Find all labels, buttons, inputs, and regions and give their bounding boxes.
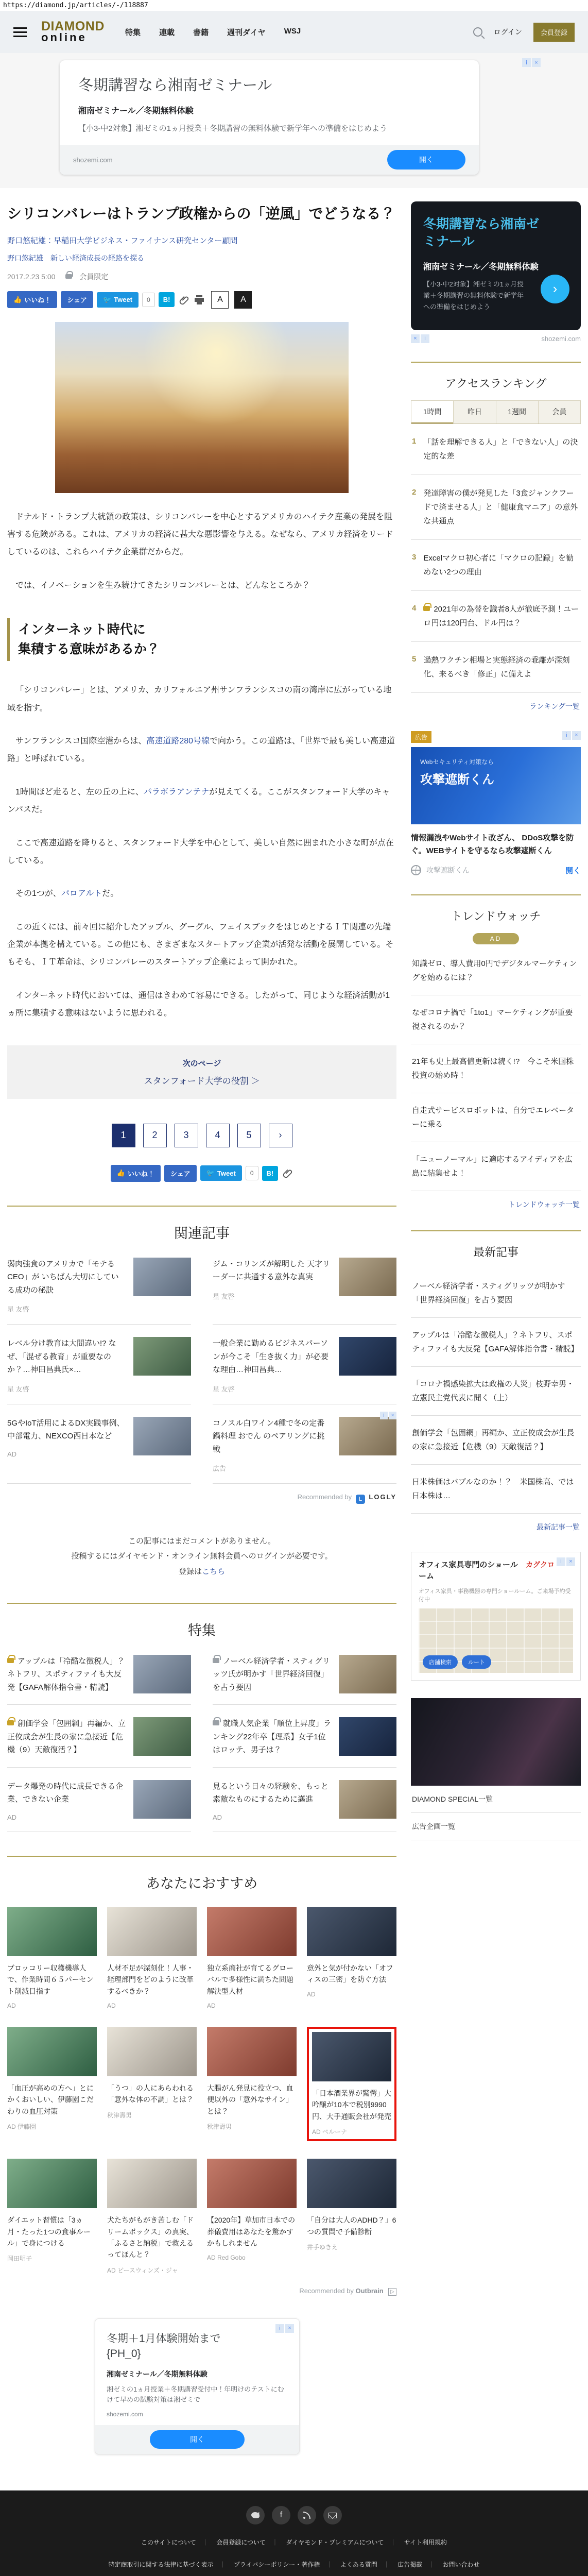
- recommended-article-thumbnail[interactable]: [7, 2159, 97, 2208]
- recommended-article-source: 井手ゆきえ: [307, 2244, 338, 2251]
- twitter-icon: 🐦: [102, 295, 112, 303]
- ranking-number: 1: [412, 436, 417, 446]
- ad-choice-icons[interactable]: [275, 2324, 294, 2333]
- related-article-title[interactable]: 5GやIoT活用によるDX実践事例、中部電力、NEXCO西日本など: [7, 1418, 125, 1441]
- recommended-article-source: 秋津壽男: [107, 2111, 132, 2119]
- related-article-item[interactable]: [213, 1404, 396, 1484]
- recommended-article-card[interactable]: [7, 1907, 97, 2009]
- ad-domain: shozemi.com: [541, 334, 581, 343]
- related-article-item[interactable]: [7, 1404, 191, 1484]
- nav-item[interactable]: 連載: [159, 28, 175, 37]
- pagination-button[interactable]: 5: [237, 1124, 261, 1147]
- article-paragraph: 1時間ほど走ると、左の丘の上に、パラボラアンテナが見えてくる。ここがスタンフォード大学のキャンパスだ。: [7, 787, 390, 815]
- feature-article-thumbnail[interactable]: [339, 1655, 396, 1693]
- ad-arrow-button[interactable]: ›: [541, 275, 569, 303]
- tweet-count: 0: [142, 293, 155, 307]
- footer-link[interactable]: 特定商取引に関する法律に基づく表示 ｜: [109, 2561, 232, 2568]
- article-paragraph: その1つが、パロアルトだ。: [15, 889, 119, 899]
- recommended-article-card[interactable]: [307, 1907, 396, 2009]
- fontsize-large-button[interactable]: A: [234, 291, 252, 309]
- recommended-article-thumbnail[interactable]: [107, 2159, 197, 2208]
- ad-close-icon[interactable]: ×: [572, 731, 581, 740]
- recommended-article-thumbnail[interactable]: [7, 2027, 97, 2076]
- pagination-button[interactable]: 1: [112, 1124, 135, 1147]
- ranking-tab[interactable]: 1週間: [496, 401, 538, 423]
- sidebar-article-item[interactable]: 日米株価はバブルなのか！？ 米国株高、では日本株は…: [411, 1465, 581, 1514]
- ad-caption[interactable]: 情報漏洩やWebサイト改ざん、 DDoS攻撃を防ぐ。WEBサイトを守るなら攻撃遮断くん: [411, 833, 574, 856]
- ranking-number: 4: [412, 603, 417, 613]
- related-articles-section: [7, 1206, 396, 1507]
- recommended-article-thumbnail[interactable]: [207, 2027, 297, 2076]
- article-hero-image: [55, 322, 349, 493]
- hatena-bookmark-button[interactable]: B!: [262, 1166, 279, 1181]
- search-icon[interactable]: [473, 27, 482, 37]
- diamond-special-ad-image[interactable]: [411, 1698, 581, 1786]
- sidebar-ad3[interactable]: [411, 1552, 581, 1681]
- related-article-thumbnail[interactable]: [133, 1337, 191, 1376]
- feature-article-item[interactable]: [7, 1768, 191, 1832]
- ranking-tabs: [411, 400, 581, 424]
- ad-title[interactable]: オフィス家具専門のショールーム: [419, 1560, 518, 1581]
- trend-watch-section: [411, 894, 581, 1212]
- recommended-article-thumbnail[interactable]: [207, 1907, 297, 1956]
- latest-articles-list: [411, 1269, 581, 1514]
- recommended-article-source: 岡田明子: [7, 2255, 32, 2263]
- article-series-link[interactable]: 野口悠紀雄 新しい経済成長の経路を探る: [7, 253, 144, 262]
- ad-label: AD: [213, 1813, 222, 1821]
- menu-icon[interactable]: [13, 25, 27, 40]
- recommended-article-title[interactable]: 【2020年】草加市日本での葬儀費用はあなたを驚かすかもしれません: [207, 2216, 296, 2247]
- ad-label: AD: [7, 1450, 17, 1458]
- related-article-title[interactable]: ジム・コリンズが解明した 天才リーダーに共通する意外な真実: [213, 1259, 331, 1282]
- article-paragraph: ドナルド・トランプ大統領の政策は、シリコンバレーを中心とするアメリカのハイテク産業の発展を阻害する危険がある。これは、アメリカの経済に甚大な悪影響を与える。なぜなら、アメリカ経済をリードしているのは、これらハイテク企業群だからだ。: [7, 512, 393, 557]
- related-article-item[interactable]: [7, 1325, 191, 1404]
- ad-pill-badge: AD: [473, 933, 519, 944]
- related-article-item[interactable]: [213, 1325, 396, 1404]
- ad-subtitle: 湘南ゼミナール／冬期無料体験: [107, 2369, 207, 2378]
- sidebar-ad2[interactable]: [411, 731, 581, 876]
- pagination-button[interactable]: 3: [175, 1124, 198, 1147]
- recommended-article-card[interactable]: [107, 1907, 197, 2009]
- related-article-author: 星 友啓: [213, 1292, 235, 1300]
- ranking-item[interactable]: [411, 540, 581, 591]
- related-article-thumbnail[interactable]: [339, 1258, 396, 1296]
- store-search-button[interactable]: 店舗検索: [423, 1655, 458, 1669]
- site-header: [0, 11, 588, 53]
- main-nav: [125, 27, 301, 38]
- recommended-article-source: AD: [307, 1990, 316, 1998]
- feature-article-thumbnail[interactable]: [133, 1780, 191, 1819]
- recommended-article-source: AD: [107, 2002, 116, 2010]
- register-here-link[interactable]: こちら: [202, 1567, 226, 1576]
- copy-link-icon[interactable]: [178, 294, 189, 306]
- ranking-number: 5: [412, 654, 417, 664]
- recommended-article-title[interactable]: 犬たちがもがき苦しむ「ドリームボックス」の真実、「ふるさと納税」で救えるってほんと？: [107, 2216, 194, 2259]
- footer-link[interactable]: ダイヤモンド・プレミアムについて ｜: [286, 2539, 402, 2546]
- member-lock-icon: [7, 1658, 14, 1663]
- recommended-article-title[interactable]: ブロッコリー収穫機導入で、作業時間６５パーセント削減目指す: [7, 1963, 94, 1995]
- nav-item[interactable]: 特集: [125, 28, 141, 37]
- recommended-article-card[interactable]: [107, 2027, 197, 2141]
- nav-item[interactable]: 書籍: [193, 28, 209, 37]
- footer-link[interactable]: プライバシーポリシー・著作権 ｜: [234, 2561, 338, 2568]
- ad-title[interactable]: 冬期講習なら湘南ゼ ミナール: [423, 217, 540, 249]
- ad-info-icon[interactable]: i: [380, 1412, 388, 1419]
- twitter-icon: 🐦: [206, 1169, 215, 1177]
- feature-article-thumbnail[interactable]: [339, 1780, 396, 1819]
- ad-map-image[interactable]: [419, 1608, 573, 1673]
- related-articles-grid: [7, 1245, 396, 1484]
- outbrain-adchoice-icon[interactable]: ▷: [388, 2288, 396, 2296]
- article-paragraph: サンフランシスコ国際空港からは、高速道路280号線で向かう。この道路は、「世界で最も美しい高速道路」と呼ばれている。: [7, 736, 395, 764]
- access-ranking-heading: アクセスランキング: [445, 377, 547, 390]
- related-article-author: 星 友啓: [7, 1385, 29, 1393]
- facebook-icon[interactable]: f: [272, 2506, 290, 2524]
- recommended-article-source: AD ベルーナ: [312, 2128, 348, 2136]
- related-article-title[interactable]: 一般企業に勤めるビジネスパーソンが今こそ「生き抜く力」が必要な理由…神田昌典…: [213, 1339, 329, 1375]
- pagination: [7, 1124, 396, 1147]
- article-section-heading: インターネット時代に 集積する意味があるか？: [7, 618, 396, 661]
- sidebar-article-item[interactable]: なぜコロナ禍で「1to1」マーケティングが重要視されるのか？: [411, 995, 581, 1044]
- ad-plan-list-link[interactable]: 広告企画一覧: [411, 1813, 581, 1840]
- ad-close-icon[interactable]: ×: [285, 2324, 294, 2333]
- recommended-article-thumbnail[interactable]: [307, 1907, 396, 1956]
- sidebar-article-item[interactable]: 創価学会「包囲網」再編か、立正佼成会が生長の家に急接近【危機（9）天敵復活？】: [411, 1416, 581, 1465]
- copy-link-icon[interactable]: [282, 1167, 293, 1179]
- ad-description: 【小3-中2対象】湘ゼミの1ヵ月授業＋冬期講習の無料体験で新学年への準備をはじめよう: [78, 124, 388, 133]
- member-lock-icon: [7, 1720, 14, 1725]
- chevron-right-icon: ＞: [251, 1076, 260, 1086]
- feature-article-title[interactable]: データ爆発の時代に成長できる企業、できない企業: [7, 1782, 124, 1804]
- article-inline-link[interactable]: 高速道路280号線: [146, 736, 210, 745]
- feature-grid: [7, 1642, 396, 1832]
- rss-icon[interactable]: [298, 2506, 316, 2524]
- nav-item[interactable]: 週刊ダイヤ: [227, 28, 266, 37]
- recommended-article-card[interactable]: [307, 2027, 396, 2141]
- article-body-2: [7, 682, 396, 1022]
- ad-title[interactable]: 冬期講習なら湘南ゼミナール: [78, 77, 272, 94]
- ad-domain: shozemi.com: [73, 156, 113, 164]
- ranking-item[interactable]: [411, 475, 581, 540]
- recommended-article-thumbnail[interactable]: [7, 1907, 97, 1956]
- mail-icon[interactable]: [323, 2506, 342, 2524]
- logo-diamond: DIAMOND: [41, 19, 105, 33]
- next-page-label: 次のページ: [182, 1059, 221, 1068]
- recommended-article-thumbnail[interactable]: [107, 1907, 197, 1956]
- related-article-title[interactable]: コノスル白ワイン4種で冬の定番鍋料理 おでん のペアリングに挑戦: [213, 1418, 325, 1454]
- feature-article-title[interactable]: 創価学会「包囲網」再編か、立正佼成会が生長の家に急接近【危機（9）天敵復活？】: [7, 1719, 126, 1755]
- feature-article-title[interactable]: 見るという日々の経験を、もっと素敵なものにするために邁進: [213, 1782, 329, 1804]
- recommended-article-source: AD ピースウィンズ・ジャ: [107, 2266, 178, 2274]
- article-paragraph: この近くには、前々回に紹介したアップル、グーグル、フェイスブックをはじめとするＩＴ関連の先端企業が本拠を構えている。この他にも、さまざまなスタートアップ企業が活発な活動を展開している。そもそも、ＩＴ革命は、シリコンバレーのスタートアップ企業によって開かれた。: [7, 922, 394, 967]
- recommended-article-card[interactable]: [307, 2159, 396, 2275]
- pagination-button[interactable]: 2: [143, 1124, 167, 1147]
- facebook-like-button[interactable]: 👍 いいね！: [7, 291, 57, 308]
- ad-info-icon[interactable]: i: [522, 58, 531, 67]
- ranking-number: 3: [412, 552, 417, 562]
- sidebar-article-item[interactable]: 知識ゼロ、導入費用0円でデジタルマーケティングを始めるには？: [411, 946, 581, 995]
- recommended-article-title[interactable]: 「血圧が高めの方へ」とにかくおいしい、伊藤園こだわりの血圧対策: [7, 2084, 94, 2115]
- tweet-count: 0: [246, 1166, 258, 1180]
- recommended-article-thumbnail[interactable]: [307, 2159, 396, 2208]
- sidebar-article-item[interactable]: 「コロナ禍感染拡大は政権の人災」枝野幸男・立憲民主党代表に聞く（上）: [411, 1367, 581, 1416]
- feature-article-title[interactable]: 就職人気企業「順位上昇度」ランキング22年卒【理系】女子1位はロッテ、男子は？: [213, 1719, 332, 1755]
- article-title: シリコンバレーはトランプ政権からの「逆風」でどうなる？: [7, 206, 395, 222]
- related-article-title[interactable]: 弱肉強食のアメリカで「モテるCEO」が いちばん大切にしている成功の秘訣: [7, 1259, 119, 1295]
- member-lock-icon: [423, 606, 430, 611]
- ad-description: 湘ゼミの1ヵ月授業＋冬期講習受付中！年明けのテストにむけて早めの試験対策は湘ゼミで: [107, 2385, 284, 2404]
- ad-choice-icons[interactable]: [557, 1557, 575, 1566]
- member-lock-icon: [213, 1720, 219, 1725]
- latest-articles-section: [411, 1230, 581, 1534]
- related-article-thumbnail[interactable]: [339, 1417, 396, 1455]
- related-article-item[interactable]: [7, 1245, 191, 1325]
- feature-section: [7, 1603, 396, 1832]
- ad-info-icon[interactable]: i: [562, 731, 571, 740]
- ranking-title[interactable]: 2021年の為替を識者8人が徹底予測！ユーロ円は120円台、ドル円は？: [423, 604, 579, 628]
- recommend-grid: [7, 1895, 396, 2278]
- latest-articles-more-link[interactable]: 最新記事一覧: [537, 1522, 580, 1531]
- recommended-article-card[interactable]: [7, 2159, 97, 2275]
- related-article-thumbnail[interactable]: [133, 1258, 191, 1296]
- related-article-author: 星 友啓: [7, 1306, 29, 1314]
- recommended-article-title[interactable]: 独立系商社が育てるグローバルで多様性に満ちた問題解決型人材: [207, 1963, 293, 1995]
- bottom-ad-card[interactable]: [95, 2318, 300, 2454]
- pagination-button[interactable]: ›: [269, 1124, 292, 1147]
- recommended-article-source: AD: [207, 2002, 216, 2010]
- ranking-tab[interactable]: 1時間: [411, 401, 453, 423]
- feature-article-item[interactable]: [7, 1642, 191, 1705]
- recommended-article-card[interactable]: [107, 2159, 197, 2275]
- article-paragraph: 「シリコンバレー」とは、アメリカ、カリフォルニア州サンフランシスコの南の湾岸に広がっている地域を指す。: [7, 686, 392, 713]
- recommended-article-thumbnail[interactable]: [312, 2032, 391, 2081]
- related-article-thumbnail[interactable]: [133, 1417, 191, 1455]
- related-article-item[interactable]: [213, 1245, 396, 1325]
- ranking-title[interactable]: 発達障害の僕が発見した「3食ジャンクフードで済ませる人」と「健康食マニア」の意外な共通点: [423, 488, 578, 526]
- ranking-title[interactable]: Excelマクロ初心者に「マクロの記録」を勧めない2つの理由: [423, 553, 574, 577]
- ad-close-icon[interactable]: ×: [532, 58, 541, 67]
- member-lock-icon: [65, 274, 72, 279]
- ad-label: AD: [7, 1813, 17, 1821]
- feature-article-thumbnail[interactable]: [133, 1717, 191, 1756]
- feature-article-title[interactable]: ノーベル経済学者・スティグリッツ氏が明かす「世界経済回復」を占う要因: [213, 1656, 331, 1692]
- ad-close-icon[interactable]: ×: [411, 334, 420, 343]
- recommended-article-title[interactable]: 意外と気が付かない「オフィスの三密」を防ぐ方法: [307, 1963, 393, 1984]
- recommended-article-source: AD 伊藤園: [7, 2123, 37, 2131]
- member-only-badge: 会員限定: [79, 272, 109, 281]
- recommended-article-card[interactable]: [207, 2159, 297, 2275]
- ad-subtitle: 湘南ゼミナール／冬期無料体験: [423, 262, 539, 272]
- twitter-icon[interactable]: [246, 2506, 265, 2524]
- recommended-article-source: AD: [7, 2002, 16, 2010]
- recommend-section: [7, 1856, 396, 2298]
- ranking-number: 2: [412, 487, 417, 497]
- article-paragraph: インターネット時代においては、通信はきわめて容易にできる。したがって、同じような経済活動が1ヵ所に集積する意味はないように思われる。: [7, 991, 390, 1018]
- feature-article-thumbnail[interactable]: [339, 1717, 396, 1756]
- trend-watch-list: [411, 946, 581, 1191]
- site-footer: [0, 2490, 588, 2576]
- footer-links-row1: [0, 2538, 588, 2547]
- recommended-article-thumbnail[interactable]: [207, 2159, 297, 2208]
- related-article-author: 星 友啓: [213, 1385, 235, 1393]
- related-articles-heading: 関連記事: [174, 1225, 230, 1241]
- login-link[interactable]: ログイン: [493, 28, 522, 36]
- site-logo[interactable]: [41, 21, 105, 44]
- tweet-button[interactable]: 🐦 Tweet: [200, 1165, 242, 1181]
- related-article-thumbnail[interactable]: [339, 1337, 396, 1376]
- facebook-share-button[interactable]: シェア: [61, 291, 93, 308]
- latest-articles-heading: 最新記事: [473, 1245, 518, 1259]
- article-paragraph: ここで高速道路を降りると、スタンフォード大学を中心として、美しい自然に囲まれた小さな町が点在している。: [7, 838, 394, 865]
- feature-heading: 特集: [188, 1622, 216, 1638]
- ad-title[interactable]: 冬期＋1月体験開始まで {PH_0}: [107, 2332, 221, 2360]
- ranking-item[interactable]: [411, 591, 581, 642]
- ranking-more-link[interactable]: ランキング一覧: [529, 702, 580, 710]
- ad-subtitle: 湘南ゼミナール／冬期無料体験: [78, 107, 194, 115]
- ad-badge: 広告: [411, 731, 431, 743]
- thumbs-up-icon: 👍: [13, 295, 22, 303]
- article-body-1: [7, 509, 396, 595]
- related-article-title[interactable]: レベル分け教育は大間違い!? なぜ、「混ぜる教育」が重要なのか？…神田昌典氏×…: [7, 1339, 116, 1375]
- next-page-link[interactable]: スタンフォード大学の役割 ＞: [144, 1076, 260, 1086]
- footer-links-row2: [0, 2560, 588, 2569]
- recommended-article-title[interactable]: 大腸がん発見に役立つ、血便以外の「意外なサイン」とは？: [207, 2084, 293, 2115]
- ad-open-button[interactable]: 開く: [387, 150, 465, 170]
- ad-label: 広告: [213, 1465, 227, 1473]
- recommended-article-card[interactable]: [207, 1907, 297, 2009]
- ad-brand-logo: カグクロ: [526, 1560, 555, 1569]
- ad-close-icon[interactable]: ×: [389, 1412, 396, 1419]
- pagination-button[interactable]: 4: [206, 1124, 230, 1147]
- ad-description: 【小3-中2対象】湘ゼミの1ヵ月授業＋冬期講習の無料体験で新学年への準備をはじめよう: [423, 280, 524, 311]
- print-icon[interactable]: [193, 294, 205, 306]
- ad-description: オフィス家具・事務機器の専門ショールーム。ご来場予約受付中: [419, 1588, 571, 1603]
- footer-link[interactable]: このサイトについて ｜: [141, 2539, 215, 2546]
- diamond-special-link[interactable]: DIAMOND SPECIAL一覧: [411, 1786, 581, 1813]
- feature-article-item[interactable]: [213, 1642, 396, 1705]
- thumbs-up-icon: 👍: [116, 1169, 125, 1177]
- footer-social-icons: [0, 2506, 588, 2524]
- recommended-article-source: 秋津壽男: [207, 2123, 232, 2131]
- ad-image[interactable]: Webセキュリティ対策なら 攻撃遮断くん: [411, 747, 581, 824]
- ad-close-icon[interactable]: ×: [566, 1557, 575, 1566]
- trend-watch-more-link[interactable]: トレンドウォッチ一覧: [508, 1200, 580, 1209]
- sidebar-ad-card[interactable]: [411, 201, 581, 330]
- footer-link[interactable]: 会員登録について ｜: [216, 2539, 284, 2546]
- ad-source: 攻撃遮断くん: [426, 866, 470, 875]
- ad-open-link[interactable]: 開く: [565, 866, 581, 875]
- recommended-article-title[interactable]: 人材不足が深刻化！人事・経理部門をどのように改革するべきか？: [107, 1963, 194, 1995]
- footer-link[interactable]: サイト利用規約: [404, 2539, 447, 2547]
- tweet-button[interactable]: 🐦 Tweet: [97, 292, 139, 308]
- footer-link[interactable]: お問い合わせ: [442, 2561, 480, 2569]
- recommended-article-thumbnail[interactable]: [107, 2027, 197, 2076]
- recommended-article-card[interactable]: [207, 2027, 297, 2141]
- facebook-like-button[interactable]: 👍 いいね！: [111, 1165, 161, 1182]
- footer-link[interactable]: 広告掲載 ｜: [397, 2561, 441, 2568]
- ad-info-icon[interactable]: i: [557, 1557, 565, 1566]
- logo-online: online: [41, 31, 87, 44]
- top-ad-banner: [0, 53, 588, 188]
- recommended-article-title[interactable]: 「うつ」の人にあらわれる「意外な体の不調」とは？: [107, 2084, 194, 2104]
- browser-url[interactable]: https://diamond.jp/articles/-/118887: [0, 0, 588, 11]
- feature-article-item[interactable]: [7, 1705, 191, 1768]
- sidebar-article-item[interactable]: アップルは「冷酷な徴税人」？ネトフリ、スポティファイも大反発【GAFA解体指令書・精読】: [411, 1318, 581, 1367]
- footer-link[interactable]: よくある質問 ｜: [340, 2561, 396, 2568]
- access-ranking-section: [411, 362, 581, 714]
- ranking-item[interactable]: [411, 424, 581, 475]
- route-button[interactable]: ルート: [462, 1655, 491, 1669]
- article-paragraph: では、イノベーションを生み続けてきたシリコンバレーとは、どんなところか？: [15, 581, 310, 590]
- ranking-tab[interactable]: 会員: [538, 401, 580, 423]
- register-button[interactable]: 会員登録: [533, 23, 575, 42]
- ranking-item[interactable]: [411, 642, 581, 693]
- fontsize-small-button[interactable]: A: [211, 291, 229, 309]
- sidebar-article-item[interactable]: 21年も史上最高値更新は続く!? 今こそ米国株投資の始め時！: [411, 1044, 581, 1093]
- ad-choice-icons[interactable]: [522, 58, 541, 67]
- recommended-article-title[interactable]: 「自分は大人のADHD？」6つの質問で予備診断: [307, 2216, 396, 2236]
- ad-choice-icons[interactable]: [380, 1412, 396, 1419]
- ad-info-icon[interactable]: i: [421, 334, 429, 343]
- comment-box: この記事にはまだコメントがありません。 投稿するにはダイヤモンド・オンライン無料会員へのログインが必要です。 登録はこちら: [71, 1537, 333, 1576]
- feature-article-thumbnail[interactable]: [133, 1655, 191, 1693]
- article-author-link[interactable]: 野口悠紀雄：早稲田大学ビジネス・ファイナンス研究センター顧問: [7, 236, 238, 245]
- trend-watch-heading: トレンドウォッチ: [451, 909, 541, 923]
- sidebar-article-item[interactable]: ノーベル経済学者・スティグリッツが明かす「世界経済回復」を占う要因: [411, 1269, 581, 1318]
- ranking-list: [411, 424, 581, 693]
- ranking-title[interactable]: 「話を理解できる人」と「できない人」の決定的な差: [423, 437, 578, 461]
- sidebar-article-item[interactable]: 「ニューノーマル」に適応するアイディアを広島に結集せよ！: [411, 1142, 581, 1191]
- ranking-title[interactable]: 過熱ワクチン相場と実態経済の乖離が深刻化、来るべき「修正」に備えよ: [423, 655, 570, 679]
- ranking-tab[interactable]: 昨日: [453, 401, 495, 423]
- recommended-article-card[interactable]: [7, 2027, 97, 2141]
- ad-domain: shozemi.com: [107, 2411, 143, 2418]
- recommended-article-title[interactable]: ダイエット習慣は「3ヵ月・たった1つの食事ルール」で身につける: [7, 2216, 91, 2247]
- ad-info-icon[interactable]: i: [275, 2324, 284, 2333]
- ad-open-button[interactable]: 開く: [150, 2430, 245, 2449]
- share-toolbar-bottom: [7, 1165, 396, 1182]
- ad-choice-icons[interactable]: [411, 334, 429, 343]
- recommended-article-title[interactable]: 「日本酒業界が驚愕」大吟醸が10本で税別9990円、大手通販会社が発売: [312, 2089, 391, 2121]
- article-inline-link[interactable]: パラボラアンテナ: [143, 787, 210, 796]
- article-date: 2017.2.23 5:00: [7, 272, 56, 281]
- outbrain-logo: Outbrain: [355, 2286, 384, 2295]
- feature-article-title[interactable]: アップルは「冷酷な徴税人」？ネトフリ、スポティファイも大反発【GAFA解体指令書・精読】: [7, 1656, 125, 1692]
- member-lock-icon: [213, 1658, 219, 1663]
- feature-article-item[interactable]: [213, 1705, 396, 1768]
- feature-article-item[interactable]: [213, 1768, 396, 1832]
- sidebar-article-item[interactable]: 自走式サービスロボットは、自分でエレベーターに乗る: [411, 1093, 581, 1142]
- globe-icon: [411, 865, 421, 875]
- share-toolbar: [7, 291, 396, 309]
- facebook-share-button[interactable]: シェア: [164, 1165, 197, 1182]
- hatena-bookmark-button[interactable]: B!: [159, 292, 175, 307]
- article-inline-link[interactable]: パロアルト: [61, 889, 102, 899]
- recommended-by-outbrain[interactable]: Recommended by Outbrain ▷: [7, 2278, 396, 2298]
- recommended-by-logly[interactable]: Recommended by ᒪ LOGLY: [7, 1484, 396, 1507]
- next-page-box[interactable]: [7, 1045, 396, 1099]
- logly-icon: ᒪ: [356, 1495, 365, 1504]
- recommended-article-source: AD Red Gobo: [207, 2254, 246, 2262]
- top-ad-card[interactable]: [60, 60, 479, 175]
- recommend-heading: あなたにおすすめ: [146, 1875, 258, 1891]
- nav-item[interactable]: WSJ: [284, 26, 301, 36]
- ad-choice-icons[interactable]: [562, 731, 581, 740]
